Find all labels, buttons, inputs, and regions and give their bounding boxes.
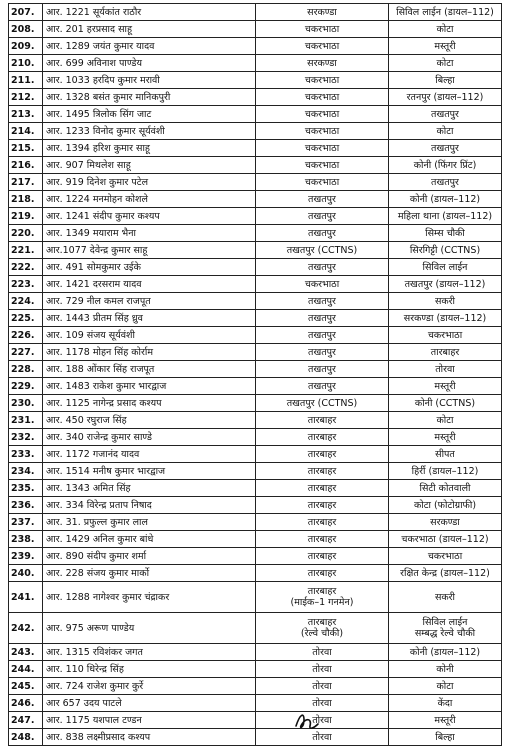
table-row <box>9 412 502 429</box>
new-posting-cell: कोटा <box>389 412 502 429</box>
serial-number-cell: 242. <box>9 613 43 644</box>
new-posting-cell: मस्तूरी <box>389 378 502 395</box>
serial-number-cell: 239. <box>9 548 43 565</box>
table-row <box>9 21 502 38</box>
serial-number-cell: 236. <box>9 497 43 514</box>
table-row <box>9 293 502 310</box>
employee-name-cell: आर. 1288 नागेश्वर कुमार चंद्राकर <box>43 582 256 613</box>
new-posting-cell: तखतपुर <box>389 140 502 157</box>
current-posting-cell: तारबाहर <box>256 429 389 446</box>
new-posting-cell: तखतपुर (डायल–112) <box>389 276 502 293</box>
current-posting-cell: तारबाहर <box>256 412 389 429</box>
current-posting-cell: तारबाहर <box>256 548 389 565</box>
new-posting-cell: सिरगिट्टी (CCTNS) <box>389 242 502 259</box>
new-posting-cell: चकरभाठा (डायल–112) <box>389 531 502 548</box>
table-row <box>9 497 502 514</box>
serial-number-cell: 243. <box>9 644 43 661</box>
new-posting-cell-line-2: सम्बद्ध रेल्वे चौकी <box>414 628 476 639</box>
current-posting-cell: चकरभाठा <box>256 72 389 89</box>
employee-name-cell: आर. 1233 विनोद कुमार सूर्यवंशी <box>43 123 256 140</box>
table-row <box>9 565 502 582</box>
serial-number-cell: 237. <box>9 514 43 531</box>
current-posting-cell: तखतपुर <box>256 310 389 327</box>
new-posting-cell: चकरभाठा <box>389 327 502 344</box>
new-posting-cell: चकरभाठा <box>389 548 502 565</box>
table-row <box>9 191 502 208</box>
table-row <box>9 446 502 463</box>
employee-name-cell: आर. 919 दिनेश कुमार पटेल <box>43 174 256 191</box>
serial-number-cell: 229. <box>9 378 43 395</box>
table-row <box>9 395 502 412</box>
new-posting-cell: कोनी (डायल–112) <box>389 644 502 661</box>
signature-mark <box>292 710 322 732</box>
serial-number-cell: 248. <box>9 729 43 746</box>
table-row <box>9 106 502 123</box>
new-posting-cell: कोनी (CCTNS) <box>389 395 502 412</box>
employee-name-cell: आर. 729 नील कमल राजपूत <box>43 293 256 310</box>
new-posting-cell: तारबाहर <box>389 344 502 361</box>
serial-number-cell: 241. <box>9 582 43 613</box>
new-posting-cell: मस्तूरी <box>389 38 502 55</box>
employee-name-cell: आर. 1349 मयाराम भैना <box>43 225 256 242</box>
table-row <box>9 644 502 661</box>
serial-number-cell: 211. <box>9 72 43 89</box>
employee-name-cell: आर. 450 रघुराज सिंह <box>43 412 256 429</box>
employee-name-cell: आर. 1429 अनिल कुमार बांधे <box>43 531 256 548</box>
table-row <box>9 548 502 565</box>
current-posting-cell: तोरवा <box>256 695 389 712</box>
table-row <box>9 582 502 613</box>
current-posting-cell: तखतपुर <box>256 225 389 242</box>
new-posting-cell: कोटा <box>389 55 502 72</box>
employee-name-cell: आर. 1221 सूर्यकांत राठौर <box>43 4 256 21</box>
serial-number-cell: 224. <box>9 293 43 310</box>
serial-number-cell: 215. <box>9 140 43 157</box>
current-posting-cell: तखतपुर <box>256 293 389 310</box>
employee-name-cell: आर. 907 मिथलेश साहू <box>43 157 256 174</box>
current-posting-cell: तारबाहर <box>256 514 389 531</box>
employee-name-cell: आर. 699 अविनाश पाण्डेय <box>43 55 256 72</box>
table-row <box>9 4 502 21</box>
employee-name-cell: आर. 1175 यशपाल टण्डन <box>43 712 256 729</box>
employee-name-cell: आर. 1241 संदीप कुमार कश्यप <box>43 208 256 225</box>
current-posting-cell: तोरवा <box>256 678 389 695</box>
employee-name-cell: आर. 1172 गजानंद यादव <box>43 446 256 463</box>
new-posting-cell: तखतपुर <box>389 106 502 123</box>
employee-name-cell: आर. 1443 प्रीतम सिंह ध्रुव <box>43 310 256 327</box>
new-posting-cell: सिम्स चौकी <box>389 225 502 242</box>
current-posting-cell: चकरभाठा <box>256 38 389 55</box>
table-row <box>9 140 502 157</box>
new-posting-cell: सरकण्डा <box>389 514 502 531</box>
current-posting-cell: तारबाहर <box>256 446 389 463</box>
current-posting-cell: चकरभाठा <box>256 21 389 38</box>
serial-number-cell: 213. <box>9 106 43 123</box>
current-posting-cell: तखतपुर <box>256 327 389 344</box>
employee-name-cell: आर. 1514 मनीष कुमार भारद्वाज <box>43 463 256 480</box>
employee-name-cell: आर. 201 हरप्रसाद साहू <box>43 21 256 38</box>
serial-number-cell: 231. <box>9 412 43 429</box>
new-posting-cell: सिटी कोतवाली <box>389 480 502 497</box>
employee-name-cell: आर. 1421 दरसराम यादव <box>43 276 256 293</box>
new-posting-cell: कोटा <box>389 21 502 38</box>
serial-number-cell: 246. <box>9 695 43 712</box>
serial-number-cell: 227. <box>9 344 43 361</box>
current-posting-cell: चकरभाठा <box>256 174 389 191</box>
current-posting-cell: तखतपुर (CCTNS) <box>256 242 389 259</box>
table-row <box>9 242 502 259</box>
table-row <box>9 361 502 378</box>
current-posting-cell: तारबाहर <box>256 531 389 548</box>
table-row <box>9 531 502 548</box>
table-row <box>9 344 502 361</box>
employee-name-cell: आर. 838 लक्ष्मीप्रसाद कश्यप <box>43 729 256 746</box>
new-posting-cell-line-1: सकरी <box>434 591 456 603</box>
serial-number-cell: 222. <box>9 259 43 276</box>
current-posting-cell: चकरभाठा <box>256 123 389 140</box>
new-posting-cell: तखतपुर <box>389 174 502 191</box>
current-posting-cell-line-1: तारबाहर <box>307 617 337 628</box>
table-row <box>9 38 502 55</box>
new-posting-cell-line-1: सिविल लाईन <box>422 617 468 628</box>
employee-name-cell: आर. 334 विरेन्द्र प्रताप निषाद <box>43 497 256 514</box>
serial-number-cell: 209. <box>9 38 43 55</box>
new-posting-cell: कोटा <box>389 123 502 140</box>
current-posting-cell: तखतपुर <box>256 191 389 208</box>
employee-name-cell: आर. 1178 मोहन सिंह कोर्राम <box>43 344 256 361</box>
serial-number-cell: 216. <box>9 157 43 174</box>
table-row <box>9 678 502 695</box>
table-row <box>9 695 502 712</box>
employee-name-cell: आर. 1328 बसंत कुमार मानिकपुरी <box>43 89 256 106</box>
serial-number-cell: 218. <box>9 191 43 208</box>
table-row <box>9 55 502 72</box>
current-posting-cell: तखतपुर <box>256 361 389 378</box>
new-posting-cell: सकरी <box>389 293 502 310</box>
serial-number-cell: 217. <box>9 174 43 191</box>
table-row <box>9 310 502 327</box>
serial-number-cell: 244. <box>9 661 43 678</box>
serial-number-cell: 225. <box>9 310 43 327</box>
employee-name-cell: आर. 110 धिरेन्द्र सिंह <box>43 661 256 678</box>
current-posting-cell: तोरवा <box>256 729 389 746</box>
serial-number-cell: 233. <box>9 446 43 463</box>
transfer-table <box>8 3 502 746</box>
table-row <box>9 174 502 191</box>
new-posting-cell: कोटा <box>389 678 502 695</box>
serial-number-cell: 212. <box>9 89 43 106</box>
table-row <box>9 378 502 395</box>
serial-number-cell: 235. <box>9 480 43 497</box>
new-posting-cell: सरकण्डा (डायल–112) <box>389 310 502 327</box>
serial-number-cell: 221. <box>9 242 43 259</box>
current-posting-cell: तारबाहर <box>256 480 389 497</box>
new-posting-cell <box>389 613 502 644</box>
serial-number-cell: 232. <box>9 429 43 446</box>
new-posting-cell: सीपत <box>389 446 502 463</box>
employee-name-cell: आर. 491 सोमकुमार उईके <box>43 259 256 276</box>
serial-number-cell: 228. <box>9 361 43 378</box>
current-posting-cell: तखतपुर <box>256 208 389 225</box>
new-posting-cell: तोरवा <box>389 361 502 378</box>
employee-name-cell: आर. 1315 रविशंकर जगत <box>43 644 256 661</box>
table-row <box>9 327 502 344</box>
employee-name-cell: आर. 1033 हरदिप कुमार मरावी <box>43 72 256 89</box>
current-posting-cell: तखतपुर (CCTNS) <box>256 395 389 412</box>
current-posting-cell-line-2: (रेल्वे चौकी) <box>300 628 344 639</box>
employee-name-cell: आर. 188 ओंकार सिंह राजपूत <box>43 361 256 378</box>
current-posting-cell: चकरभाठा <box>256 140 389 157</box>
new-posting-cell: कोनी (डायल–112) <box>389 191 502 208</box>
serial-number-cell: 220. <box>9 225 43 242</box>
current-posting-cell: तखतपुर <box>256 344 389 361</box>
employee-name-cell: आर. 1343 अमित सिंह <box>43 480 256 497</box>
new-posting-cell: हिर्री (डायल–112) <box>389 463 502 480</box>
new-posting-cell: रतनपुर (डायल–112) <box>389 89 502 106</box>
current-posting-cell: तोरवा <box>256 661 389 678</box>
current-posting-cell: तारबाहर <box>256 497 389 514</box>
serial-number-cell: 208. <box>9 21 43 38</box>
current-posting-cell: तोरवा <box>256 712 389 729</box>
new-posting-cell: कोनी (फिंगर प्रिंट) <box>389 157 502 174</box>
employee-name-cell: आर. 1224 मनमोहन कोशले <box>43 191 256 208</box>
transfer-list-page <box>8 3 502 746</box>
employee-name-cell: आर. 1483 राकेश कुमार भारद्वाज <box>43 378 256 395</box>
table-row <box>9 89 502 106</box>
serial-number-cell: 234. <box>9 463 43 480</box>
current-posting-cell <box>256 582 389 613</box>
serial-number-cell: 240. <box>9 565 43 582</box>
employee-name-cell: आर. 340 राजेन्द्र कुमार साण्डे <box>43 429 256 446</box>
current-posting-cell: तखतपुर <box>256 259 389 276</box>
new-posting-cell: कोनी <box>389 661 502 678</box>
table-row <box>9 259 502 276</box>
employee-name-cell: आर.1077 देवेन्द्र कुमार साहू <box>43 242 256 259</box>
new-posting-cell: बिल्हा <box>389 72 502 89</box>
current-posting-cell: चकरभाठा <box>256 276 389 293</box>
current-posting-cell-line-1: तारबाहर <box>307 586 337 597</box>
employee-name-cell: आर. 975 अरूण पाण्डेय <box>43 613 256 644</box>
new-posting-cell: सिविल लाईन <box>389 259 502 276</box>
table-row <box>9 276 502 293</box>
new-posting-cell: केंदा <box>389 695 502 712</box>
table-row <box>9 72 502 89</box>
serial-number-cell: 238. <box>9 531 43 548</box>
current-posting-cell: तोरवा <box>256 644 389 661</box>
employee-name-cell: आर. 1394 हरिश कुमार साहू <box>43 140 256 157</box>
table-row <box>9 514 502 531</box>
table-row <box>9 729 502 746</box>
employee-name-cell: आर. 1125 नागेन्द्र प्रसाद कश्यप <box>43 395 256 412</box>
employee-name-cell: आर. 724 राजेश कुमार कुर्रे <box>43 678 256 695</box>
serial-number-cell: 210. <box>9 55 43 72</box>
table-row <box>9 712 502 729</box>
table-row <box>9 463 502 480</box>
serial-number-cell: 214. <box>9 123 43 140</box>
transfer-table-body <box>9 4 502 746</box>
new-posting-cell <box>389 582 502 613</box>
serial-number-cell: 223. <box>9 276 43 293</box>
serial-number-cell: 207. <box>9 4 43 21</box>
table-row <box>9 429 502 446</box>
table-row <box>9 661 502 678</box>
employee-name-cell: आर 657 उदय पाटले <box>43 695 256 712</box>
table-row <box>9 157 502 174</box>
table-row <box>9 613 502 644</box>
new-posting-cell: बिल्हा <box>389 729 502 746</box>
new-posting-cell: मस्तूरी <box>389 712 502 729</box>
current-posting-cell: तारबाहर <box>256 463 389 480</box>
table-row <box>9 480 502 497</box>
table-row <box>9 208 502 225</box>
table-row <box>9 123 502 140</box>
current-posting-cell-line-2: (माईक–1 गनमेन) <box>290 597 354 608</box>
serial-number-cell: 247. <box>9 712 43 729</box>
serial-number-cell: 230. <box>9 395 43 412</box>
employee-name-cell: आर. 1495 त्रिलोक सिंग जाट <box>43 106 256 123</box>
current-posting-cell: सरकण्डा <box>256 4 389 21</box>
current-posting-cell: सरकण्डा <box>256 55 389 72</box>
employee-name-cell: आर. 1289 जयंत कुमार यादव <box>43 38 256 55</box>
employee-name-cell: आर. 228 संजय कुमार मार्को <box>43 565 256 582</box>
employee-name-cell: आर. 109 संजय सूर्यवंशी <box>43 327 256 344</box>
new-posting-cell: मस्तूरी <box>389 429 502 446</box>
new-posting-cell: महिला थाना (डायल–112) <box>389 208 502 225</box>
current-posting-cell: तारबाहर <box>256 565 389 582</box>
serial-number-cell: 219. <box>9 208 43 225</box>
employee-name-cell: आर. 31. प्रफुल्ल कुमार लाल <box>43 514 256 531</box>
new-posting-cell: सिविल लाईन (डायल–112) <box>389 4 502 21</box>
new-posting-cell: रक्षित केन्द्र (डायल–112) <box>389 565 502 582</box>
current-posting-cell: चकरभाठा <box>256 157 389 174</box>
current-posting-cell: चकरभाठा <box>256 106 389 123</box>
current-posting-cell <box>256 613 389 644</box>
table-row <box>9 225 502 242</box>
new-posting-cell: कोटा (फोटोग्राफी) <box>389 497 502 514</box>
serial-number-cell: 226. <box>9 327 43 344</box>
current-posting-cell: चकरभाठा <box>256 89 389 106</box>
employee-name-cell: आर. 890 संदीप कुमार शर्मा <box>43 548 256 565</box>
current-posting-cell: तखतपुर <box>256 378 389 395</box>
serial-number-cell: 245. <box>9 678 43 695</box>
